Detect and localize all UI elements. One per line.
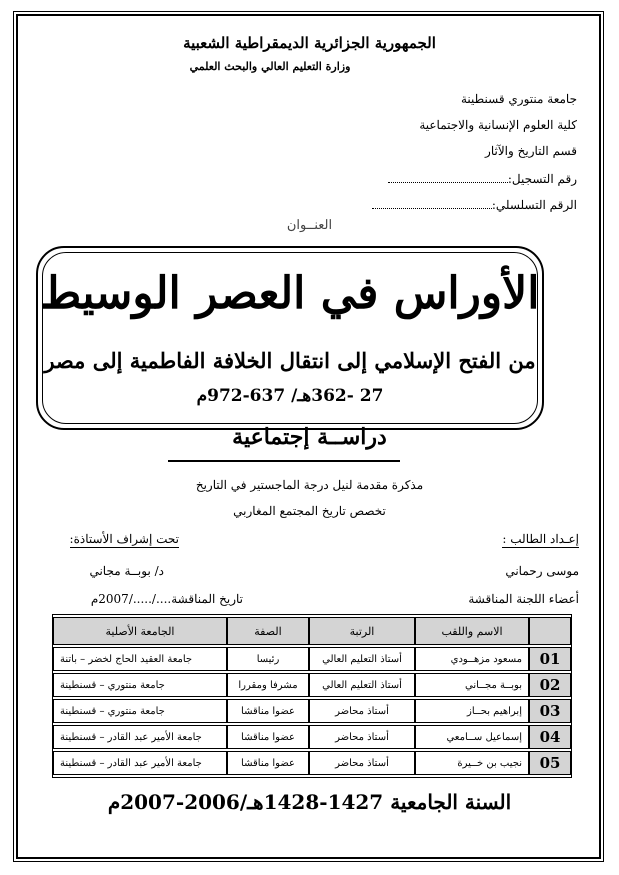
thesis-purpose: مذكرة مقدمة لنيل درجة الماجستير في التاريخ <box>195 478 424 492</box>
committee-row <box>53 725 571 749</box>
member-rank: أستاذ التعليم العالي <box>309 673 415 697</box>
member-university: جامعة الأمير عبد القادر – قسنطينة <box>53 751 227 775</box>
committee-header-row <box>53 617 571 645</box>
committee-label: أعضاء اللجنة المناقشة <box>468 592 579 606</box>
faculty-name: كلية العلوم الإنسانية والاجتماعية <box>419 118 577 132</box>
member-rank: أستاذ محاضر <box>309 725 415 749</box>
member-name: نجيب بن خــيرة <box>415 751 529 775</box>
member-role: عضوا مناقشا <box>227 699 309 723</box>
university-name: جامعة منتوري قسنطينة <box>461 92 577 106</box>
subtitle: من الفتح الإسلامي إلى انتقال الخلافة الفاطمية إلى مصر <box>44 348 536 373</box>
row-number: 03 <box>529 699 571 723</box>
title-label: العنــوان <box>286 218 333 233</box>
member-university: جامعة العقيد الحاج لخضر – باتنة <box>53 647 227 671</box>
supervisor-name: د/ بوبــة مجاني <box>89 564 164 578</box>
committee-row <box>53 699 571 723</box>
serial-number-row <box>372 198 577 212</box>
defense-date: تاريخ المناقشة..../...../2007م <box>90 592 243 606</box>
header-role: الصفة <box>227 617 309 645</box>
registration-number-row <box>388 172 577 186</box>
member-name: إبراهيم بحــاز <box>415 699 529 723</box>
student-name: موسى رحماني <box>505 564 579 578</box>
republic-header: الجمهورية الجزائرية الديمقراطية الشعبية <box>183 34 436 52</box>
header-rank: الرتبة <box>309 617 415 645</box>
serial-label: الرقم التسلسلي: <box>491 198 577 212</box>
member-role: عضوا مناقشا <box>227 725 309 749</box>
member-name: إسماعيل ســامعي <box>415 725 529 749</box>
department-name: قسم التاريخ والآثار <box>485 144 577 158</box>
header-spacer <box>529 617 571 645</box>
member-university: جامعة الأمير عبد القادر – قسنطينة <box>53 725 227 749</box>
study-type: دراســة إجتماعية <box>232 424 387 450</box>
committee-row <box>53 751 571 775</box>
row-number: 05 <box>529 751 571 775</box>
row-number: 01 <box>529 647 571 671</box>
academic-year: السنة الجامعية 1427-1428هـ/2006-2007م <box>107 790 512 814</box>
registration-dotted-line <box>388 172 508 183</box>
row-number: 02 <box>529 673 571 697</box>
date-range: 27 -362هـ/ 637-972م <box>196 386 384 406</box>
row-number: 04 <box>529 725 571 749</box>
committee-row <box>53 647 571 671</box>
study-type-underline <box>168 460 400 462</box>
member-rank: أستاذ محاضر <box>309 751 415 775</box>
member-name: مسعود مزهــودي <box>415 647 529 671</box>
thesis-specialization: تخصص تاريخ المجتمع المغاربي <box>233 504 386 518</box>
member-university: جامعة منتوري – قسنطينة <box>53 673 227 697</box>
header-university: الجامعة الأصلية <box>53 617 227 645</box>
ministry-header: وزارة التعليم العالي والبحث العلمي <box>189 60 351 73</box>
member-role: رئيسا <box>227 647 309 671</box>
registration-label: رقم التسجيل: <box>507 172 577 186</box>
member-rank: أستاذ التعليم العالي <box>309 647 415 671</box>
committee-row <box>53 673 571 697</box>
member-university: جامعة منتوري – قسنطينة <box>53 699 227 723</box>
header-name: الاسم واللقب <box>415 617 529 645</box>
member-role: عضوا مناقشا <box>227 751 309 775</box>
member-rank: أستاذ محاضر <box>309 699 415 723</box>
main-title: الأوراس في العصر الوسيط <box>40 268 540 319</box>
committee-table <box>52 614 572 778</box>
prepared-by-label: إعـداد الطالب : <box>502 532 579 546</box>
member-role: مشرفا ومقررا <box>227 673 309 697</box>
member-name: بوبــة مجــاني <box>415 673 529 697</box>
serial-dotted-line <box>372 198 492 209</box>
supervisor-label: تحت إشراف الأستاذة: <box>69 532 179 546</box>
